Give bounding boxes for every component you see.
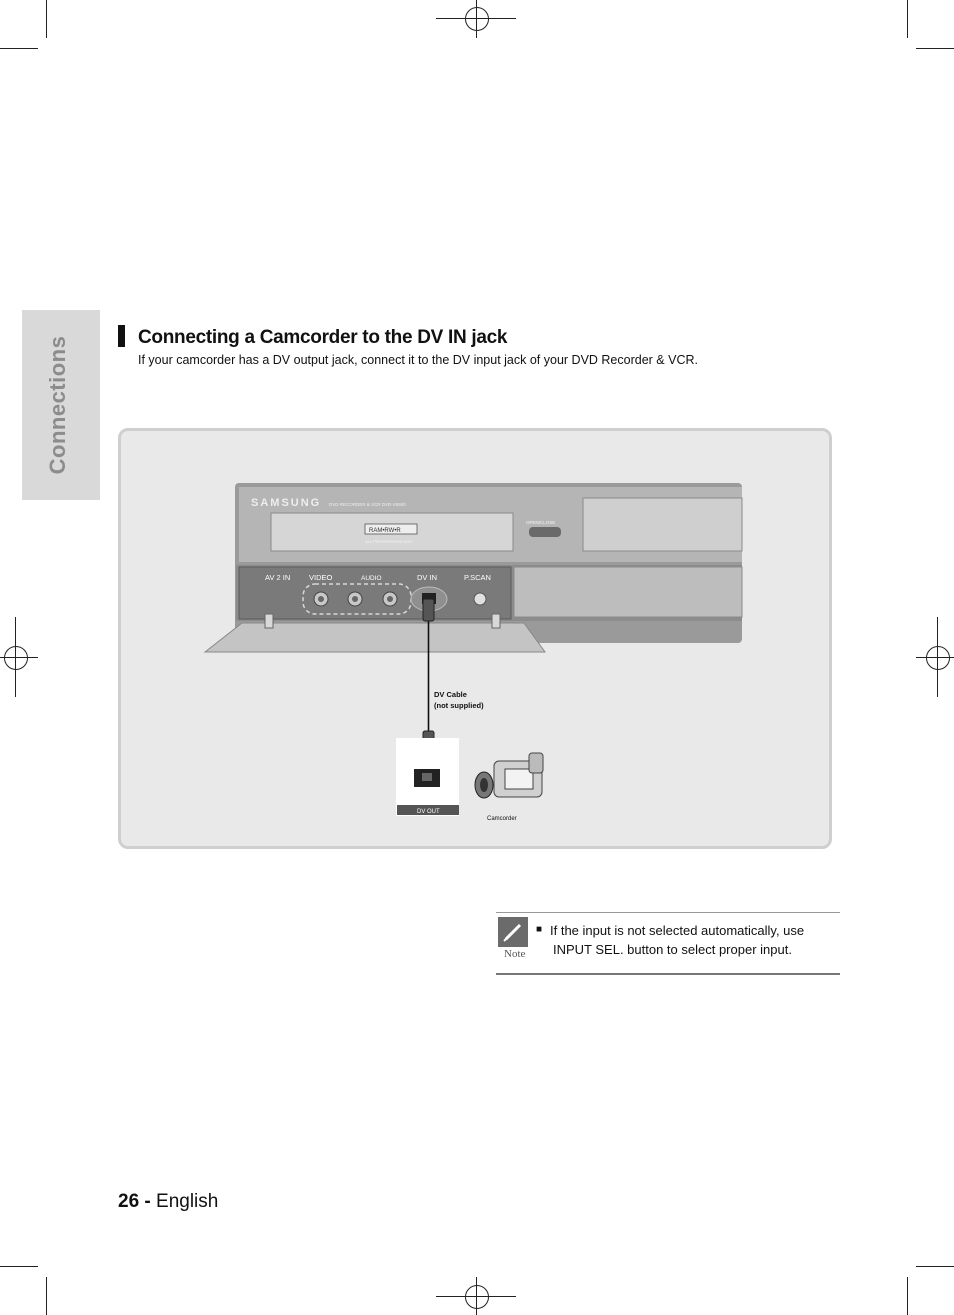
registration-mark — [4, 646, 28, 670]
av2in-label: AV 2 IN — [265, 573, 291, 582]
crop-mark — [916, 1266, 954, 1267]
page-footer — [118, 1191, 218, 1213]
crop-mark — [916, 48, 954, 49]
model-text: DVD RECORDER & VCR DVD-V6500 — [329, 502, 406, 507]
note-text-line1: If the input is not selected automatically, use — [550, 923, 805, 938]
section-heading-bar — [118, 325, 125, 347]
side-tab-label: Connections — [45, 335, 70, 475]
crop-mark — [907, 1277, 908, 1315]
pscan-label: P.SCAN — [464, 573, 491, 582]
crop-mark — [0, 48, 38, 49]
audio-label: AUDIO — [361, 575, 382, 582]
note-text-line2: INPUT SEL. button to select proper input. — [553, 942, 792, 957]
registration-mark — [926, 646, 950, 670]
dv-out-label: DV OUT — [417, 809, 440, 815]
dv-cable-note: (not supplied) — [434, 701, 484, 710]
section-side-tab — [22, 310, 100, 500]
crop-mark — [0, 1266, 38, 1267]
note-box — [496, 912, 840, 975]
page-number: 26 - — [118, 1191, 151, 1212]
page-language: English — [156, 1191, 219, 1212]
crop-mark — [46, 0, 47, 38]
note-pencil-icon — [498, 917, 528, 947]
registration-mark — [465, 1285, 489, 1309]
video-label: VIDEO — [309, 573, 333, 582]
dv-cable-label: DV Cable — [434, 690, 467, 699]
camcorder-label: Camcorder — [487, 816, 517, 822]
crop-mark — [907, 0, 908, 38]
crop-mark — [46, 1277, 47, 1315]
section-intro: If your camcorder has a DV output jack, connect it to the DV input jack of your DVD Recorder & VCR. — [138, 353, 698, 367]
dvin-label: DV IN — [417, 573, 438, 582]
note-label: Note — [504, 948, 526, 960]
connection-diagram — [118, 428, 832, 849]
note-bullet: ■ — [536, 924, 543, 935]
registration-mark — [465, 7, 489, 31]
open-close-label: OPEN/CLOSE — [526, 520, 556, 525]
disc-sub-label: ALL PROGRESSIVE DISC — [365, 539, 413, 544]
brand-logo: SAMSUNG — [251, 497, 322, 509]
disc-logo: RAM•RW•R — [369, 528, 401, 534]
camcorder — [475, 753, 543, 798]
section-title: Connecting a Camcorder to the DV IN jack — [138, 327, 508, 348]
